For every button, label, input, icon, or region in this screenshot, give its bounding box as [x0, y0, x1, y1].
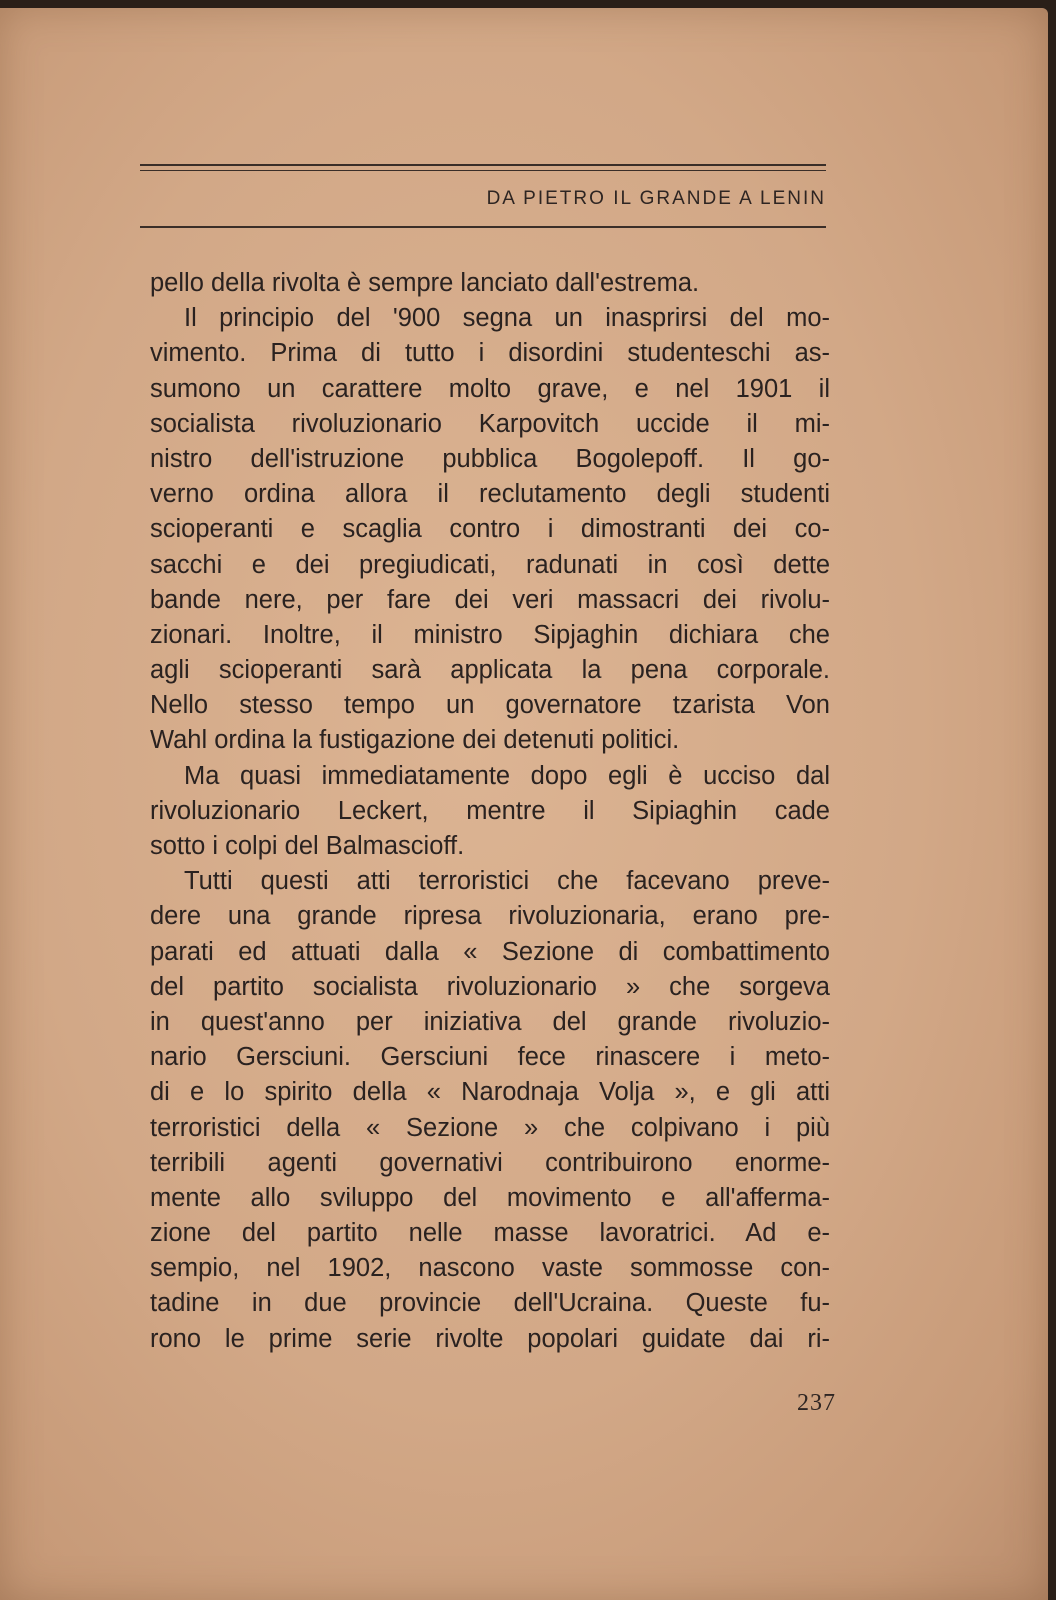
text-line: sempio, nel 1902, nascono vaste sommosse con- [150, 1254, 830, 1283]
text-line: sacchi e dei pregiudicati, radunati in così dette [150, 550, 830, 579]
text-line: vimento. Prima di tutto i disordini studenteschi as- [150, 339, 830, 368]
text-line: pello della rivolta è sempre lanciato dall'estrema. [150, 269, 700, 297]
body-text [150, 266, 830, 1357]
text-line: in quest'anno per iniziativa del grande rivoluzio- [150, 1007, 830, 1036]
text-line: bande nere, per fare dei veri massacri dei rivolu- [150, 585, 830, 614]
text-line: Ma quasi immediatamente dopo egli è ucciso dal [184, 761, 830, 790]
text-line: parati ed attuati dalla « Sezione di combattimento [150, 937, 830, 966]
text-line: terribili agenti governativi contribuirono enorme- [150, 1148, 830, 1177]
text-line: Wahl ordina la fustigazione dei detenuti politici. [150, 726, 680, 755]
text-line: verno ordina allora il reclutamento degli studenti [150, 480, 830, 509]
text-line: del partito socialista rivoluzionario » che sorgeva [150, 972, 830, 1001]
header-rule-top-thin [140, 170, 826, 171]
text-line: scioperanti e scaglia contro i dimostranti dei co- [150, 515, 830, 544]
text-line: Tutti questi atti terroristici che facevano preve- [184, 867, 830, 896]
text-line: agli scioperanti sarà applicata la pena corporale. [150, 656, 830, 685]
text-line: nistro dell'istruzione pubblica Bogolepoff. Il go- [150, 444, 830, 473]
text-line: rivoluzionario Leckert, mentre il Sipiaghin cade [150, 796, 830, 825]
text-line: dere una grande ripresa rivoluzionaria, erano pre- [150, 902, 830, 931]
text-line: zione del partito nelle masse lavoratrici. Ad e- [150, 1219, 830, 1248]
text-line: sotto i colpi del Balmascioff. [150, 832, 465, 860]
text-line: mente allo sviluppo del movimento e all'afferma- [150, 1183, 830, 1212]
text-line: sumono un carattere molto grave, e nel 1901 il [150, 374, 830, 403]
text-line: socialista rivoluzionario Karpovitch uccide il mi- [150, 409, 830, 438]
text-line: tadine in due provincie dell'Ucraina. Queste fu- [150, 1289, 830, 1318]
book-page [0, 8, 1048, 1600]
text-line: rono le prime serie rivolte popolari guidate dai ri- [150, 1324, 830, 1353]
text-line: di e lo spirito della « Narodnaja Volja », e gli atti [150, 1078, 830, 1107]
header-rule-top [140, 164, 826, 166]
text-line: terroristici della « Sezione » che colpivano i più [150, 1113, 830, 1142]
text-line: zionari. Inoltre, il ministro Sipjaghin dichiara che [150, 620, 830, 649]
text-line: Nello stesso tempo un governatore tzarista Von [150, 691, 830, 720]
header-rule-bottom [140, 226, 826, 228]
running-title: DA PIETRO IL GRANDE A LENIN [486, 188, 826, 209]
text-line: nario Gersciuni. Gersciuni fece rinascere i meto- [150, 1043, 830, 1072]
text-line: Il principio del '900 segna un inasprirsi del mo- [184, 304, 830, 333]
page-number: 237 [797, 1390, 836, 1416]
